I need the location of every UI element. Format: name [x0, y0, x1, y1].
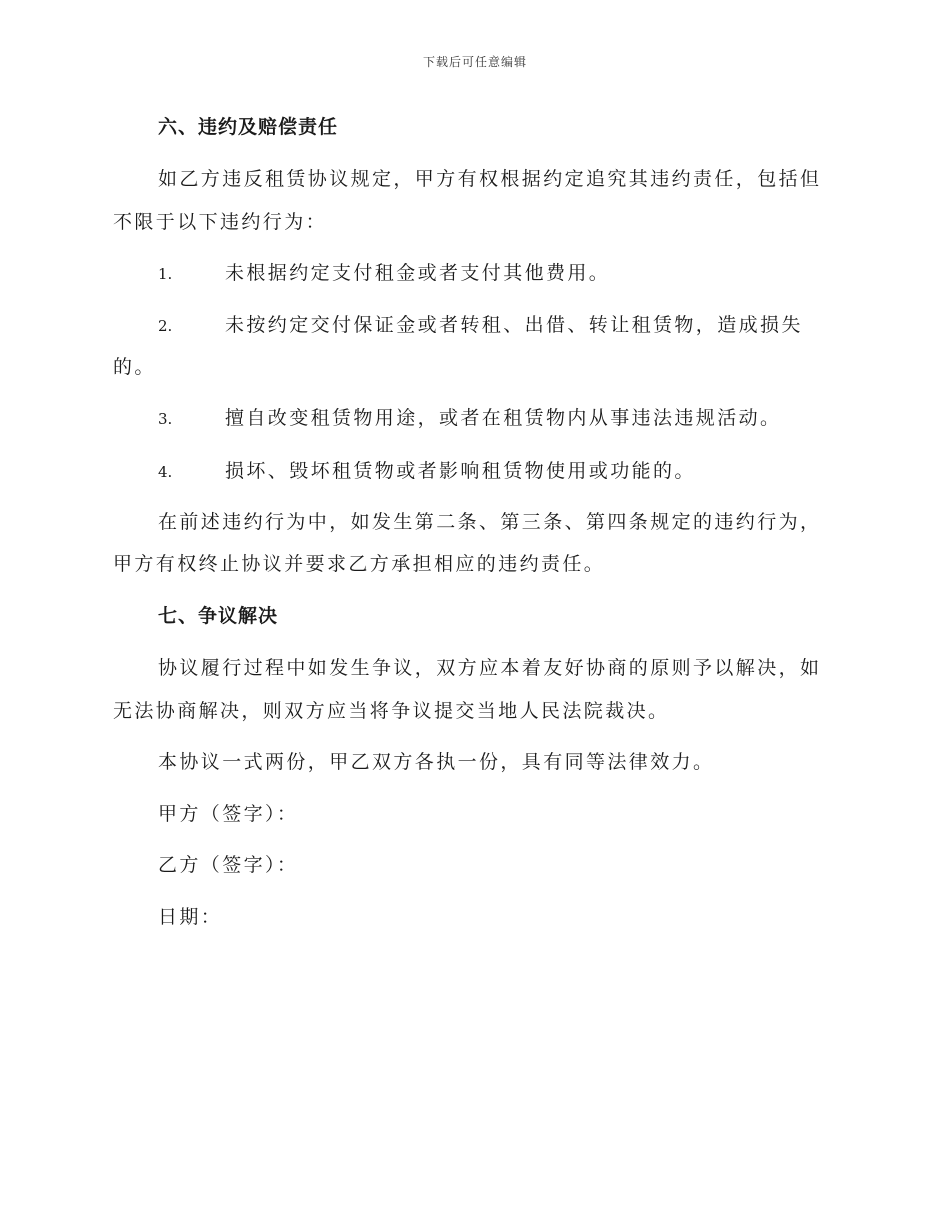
section-7-para-line-1: 协议履行过程中如发生争议，双方应本着友好协商的原则予以解决，如	[158, 657, 822, 679]
party-b-signature-label: 乙方（签字）：	[158, 854, 299, 876]
section-6-outro-line-1: 在前述违约行为中，如发生第二条、第三条、第四条规定的违约行为，	[158, 511, 822, 533]
list-item-4-text: 损坏、毁坏租赁物或者影响租赁物使用或功能的。	[225, 460, 696, 482]
list-item-2-number: 2.	[158, 317, 173, 335]
section-7-heading: 七、争议解决	[158, 605, 279, 627]
list-item-1-text: 未根据约定支付租金或者支付其他费用。	[225, 262, 611, 284]
party-a-signature-label: 甲方（签字）：	[158, 803, 299, 825]
copies-clause: 本协议一式两份，甲乙双方各执一份，具有同等法律效力。	[158, 751, 715, 773]
list-item-2-text: 未按约定交付保证金或者转租、出借、转让租赁物，造成损失	[225, 314, 803, 336]
list-item-2-text-cont: 的。	[113, 356, 156, 378]
section-6-intro-line-2: 不限于以下违约行为：	[113, 211, 328, 233]
list-item-3-text: 擅自改变租赁物用途，或者在租赁物内从事违法违规活动。	[225, 407, 782, 429]
section-7-para-line-2: 无法协商解决，则双方应当将争议提交当地人民法院裁决。	[113, 700, 670, 722]
section-6-intro-line-1: 如乙方违反租赁协议规定，甲方有权根据约定追究其违约责任，包括但	[158, 168, 822, 190]
date-label: 日期：	[158, 906, 223, 928]
page-header-note: 下载后可任意编辑	[422, 55, 527, 69]
list-item-1-number: 1.	[158, 265, 173, 283]
section-6-outro-line-2: 甲方有权终止协议并要求乙方承担相应的违约责任。	[113, 553, 606, 575]
list-item-4-number: 4.	[158, 463, 173, 481]
list-item-3-number: 3.	[158, 410, 173, 428]
section-6-heading: 六、违约及赔偿责任	[158, 116, 339, 138]
